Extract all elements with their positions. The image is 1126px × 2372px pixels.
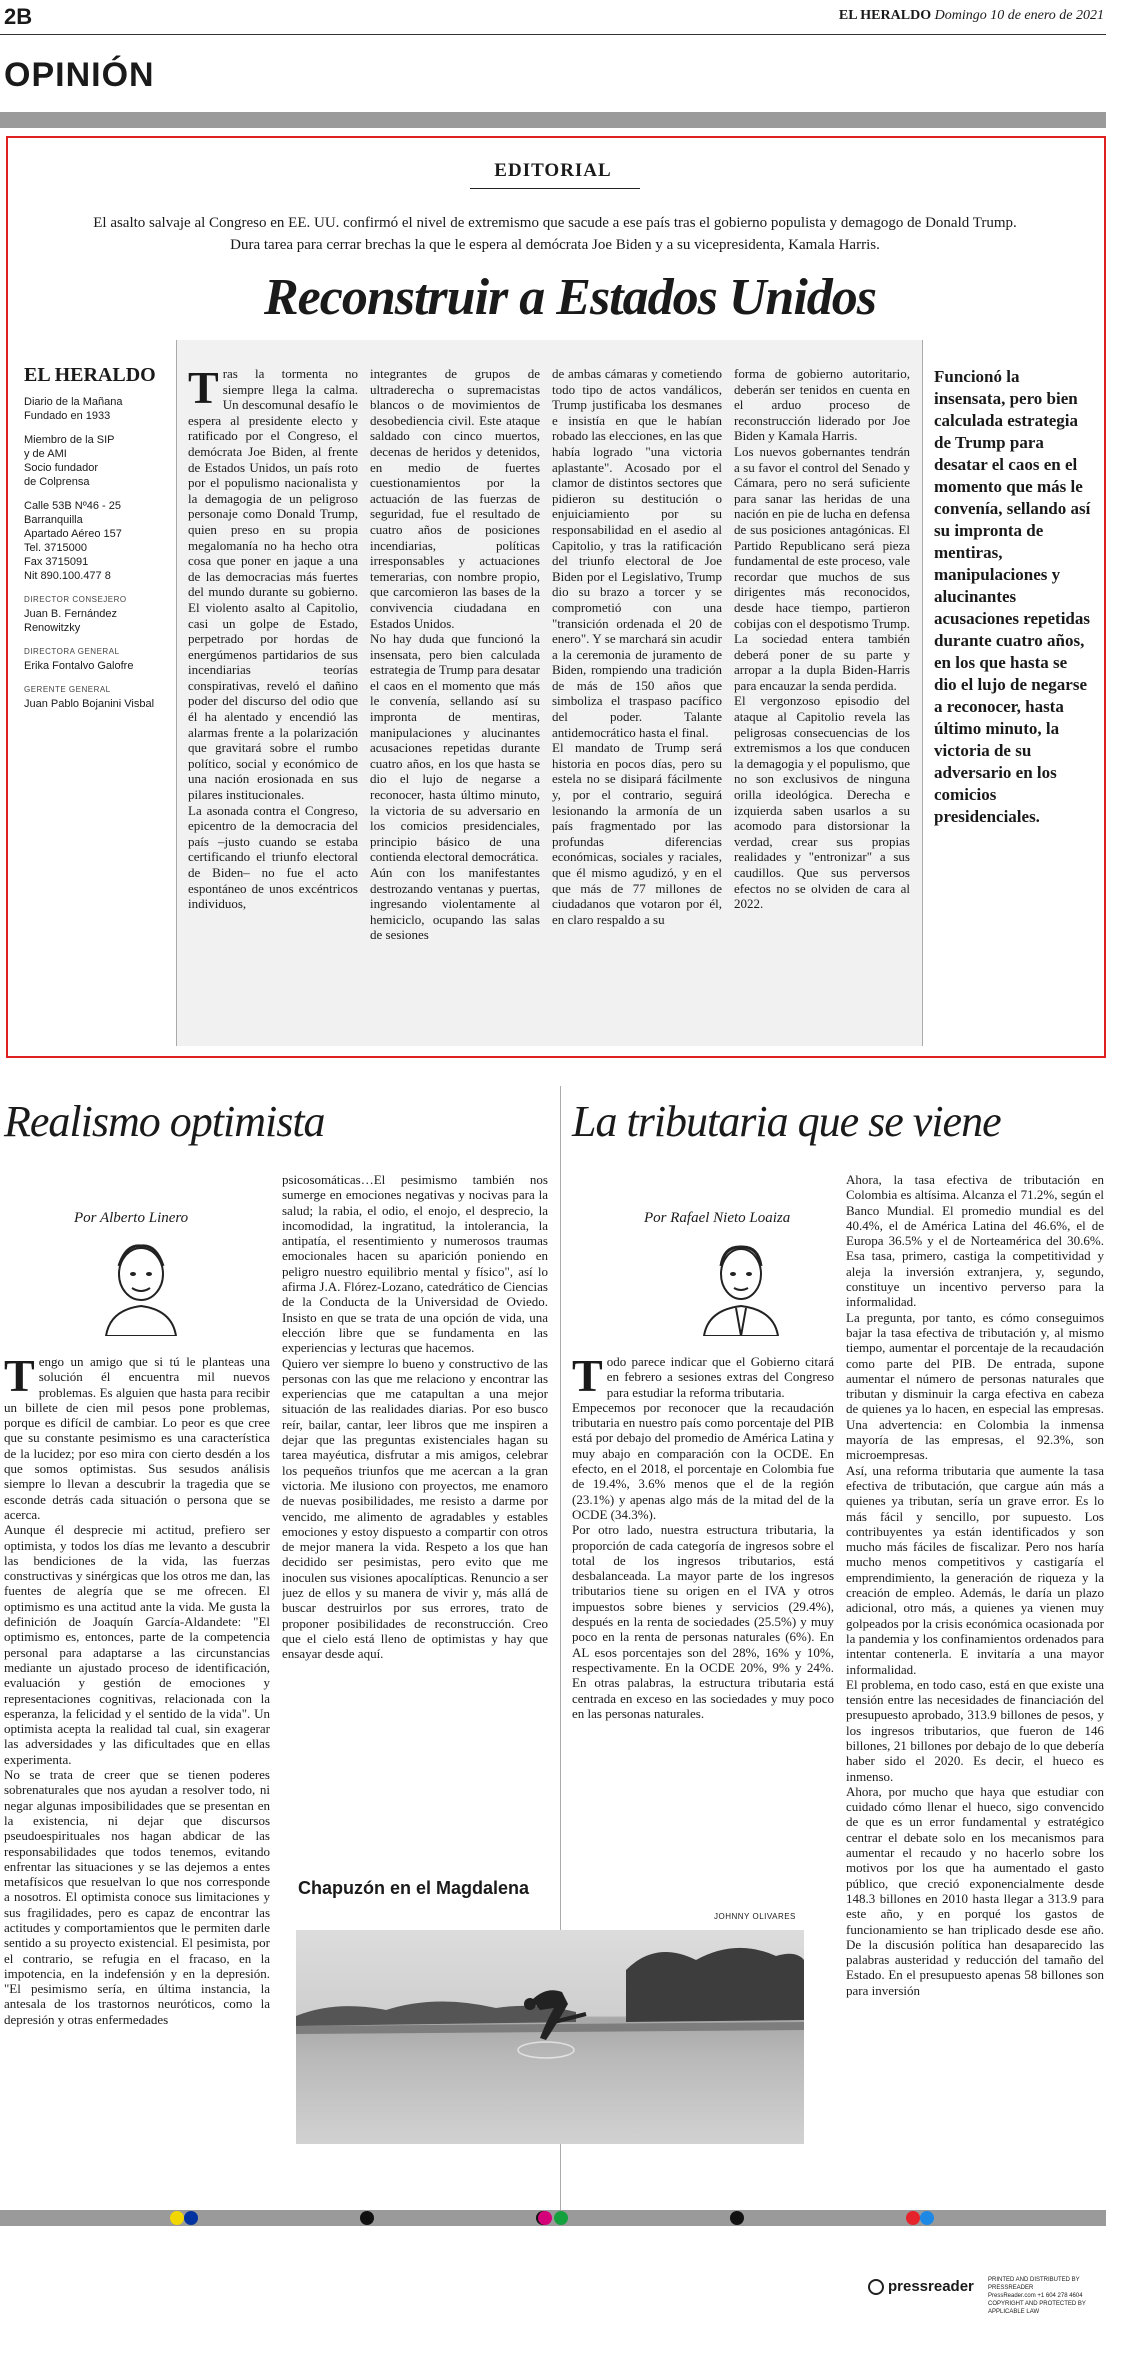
registration-dot-black: [360, 2211, 374, 2225]
editorial-label-rule: [470, 188, 640, 189]
author-portrait: [696, 1236, 786, 1336]
pressreader-note: PRINTED AND DISTRIBUTED BY PRESSREADER PressReader.com +1 604 278 4604 COPYRIGHT AND PROTECTED BY APPLICABLE LAW: [988, 2277, 1086, 2315]
credits-role: DIRECTOR CONSEJERO: [24, 595, 127, 604]
pressreader-logo[interactable]: [868, 2278, 974, 2295]
credits-name: Erika Fontalvo Galofre: [24, 660, 134, 672]
masthead: [839, 8, 1104, 24]
pressreader-icon: [868, 2279, 884, 2295]
author-portrait: [96, 1236, 186, 1336]
publication-date: Domingo 10 de enero de 2021: [934, 8, 1104, 23]
column-text: engo un amigo que si tú le planteas una solución él encuentra mil nuevos problemas. Es alguien que hasta para recibir un billete de cien mil pesos pone problemas, porque es difícil de cambiar. Lo peor es que cree que su constante pesimismo es una característica de la lucidez; por eso mira con cierto desdén a los que somos optimistas. Sus sesudos análisis siempre lo llevan a descubrir la tragedia que se esconde detrás cada situación o persona que se acerca. Aunque él desprecie mi actitud, prefiero ser optimista, y todos los días me levanto a descubrir las bendiciones de la vida, las fuerzas constructivas y sinérgicas que los otros me dan, las fuentes de alegría que se me ofrecen. El optimismo es una actitud ante la vida. Me gusta la definición de Joaquín García-Aldandete: "El optimismo es, entonces, parte de la competencia personal para adaptarse a las circunstancias mediante un ajustado proceso de identificación, evaluación y gestión de emociones y representaciones cognitivas, relacionada con la esperanza, la felicidad y el sentido de la vida". Un optimista acepta la realidad tal cual, sin exagerar las adversidades y las dificultades que en ellas experimenta. No se trata de creer que se tienen poderes sobrenaturales que nos ayudan a resolver todo, ni negar algunas imposibilidades que se presentan en la existencia, ni dejar que discursos pseudoespirituales nos hagan abdicar de las responsabilidades que todos tenemos, evitando enfrentar las situaciones y se las dejemos a entes metafísicos que resuelvan lo que nos corresponde a nosotros. El optimista conoce sus limitaciones y sus fragilidades, pero es capaz de encontrar las actitudes y comportamientos que le permiten darle sentido a su proyecto existencial. El pesimista, por el contrario, se refugia en el fracaso, en la impotencia, en la indefensión y en la depresión. "El pesimismo sería, en última instancia, la antesala de los trastornos neuróticos, como la depresión y otras enfermedades: [4, 1354, 270, 2027]
page-number: 2B: [4, 4, 33, 29]
registration-dot-red: [906, 2211, 920, 2225]
photo-credit: JOHNNY OLIVARES: [714, 1912, 796, 1921]
river-photo: [296, 1930, 804, 2144]
column-divider: [922, 340, 923, 1046]
left-article-byline: Por Alberto Linero: [74, 1210, 189, 1226]
column-divider: [176, 340, 177, 1046]
dropcap: T: [572, 1354, 603, 1401]
registration-dot-blue: [184, 2211, 198, 2225]
credits-role: DIRECTORA GENERAL: [24, 647, 120, 656]
column-text: ras la tormenta no siempre llega la calma. Un descomunal desafío le espera al presidente electo y ratificado por el Congreso, el demócrata Joe Biden, al frente de Estados Unidos, un país roto por el populismo nacionalista y la demagogia de un peligroso personaje como Donald Trump, quien preso en su propia megalomanía no ha hecho otra cosa que poner en jaque a una de las democracias más fuertes del mundo durante su gobierno. El violento asalto al Capitolio, casi un golpe de Estado, perpetrado por hordas de energúmenos partidarios de sus incendiarias teorías conspirativas, reveló el dañino poder del discurso del odio que él ha alentado y encendió las alarmas frente a la polarización que gravitará sobre el rumbo político, social y económico de una nación erosionada en sus pilares institucionales. La asonada contra el Congreso, epicentro de la democracia del país –justo cuando se estaba certificando el triunfo electoral de Biden– no fue el acto espontáneo de unos excéntricos individuos,: [188, 366, 358, 912]
right-article-byline: Por Rafael Nieto Loaiza: [644, 1210, 791, 1226]
credits-role: GERENTE GENERAL: [24, 685, 111, 694]
dropcap: T: [4, 1354, 35, 1401]
bottom-gray-bar: [0, 2210, 1106, 2226]
credits-founded: Diario de la Mañana Fundado en 1933: [24, 396, 123, 422]
credits-brand: EL HERALDO: [24, 364, 156, 386]
section-gray-bar: [0, 112, 1106, 128]
column-text: odo parece indicar que el Gobierno citará en febrero a sesiones extras del Congreso para estudiar la reforma tributaria. Empecemos por reconocer que la recaudación tributaria en nuestro país como porcentaje del PIB está por debajo del promedio de América Latina y muy abajo en comparación con la OCDE. En efecto, en el 2018, el porcentaje en Colombia fue de 19.4%, 3.6% menos que el de la región (23.1%) y apenas algo más de la mitad del de la OCDE (34.3%). Por otro lado, nuestra estructura tributaria, la proporción de cada categoría de ingresos sobre el total de los ingresos tributarios, está desbalanceada. La mayor parte de los ingresos tributarios tiene su origen en el IVA y otros impuestos sobre bienes y servicios (29.4%), después en la renta de sociedades (25.5%) y muy poco en la renta de personas naturales (6%). En AL esos porcentajes son del 28%, 16% y 10%, respectivamente. En la OCDE 20%, 9% y 24%. En otras palabras, la estructura tributaria está centrada en exceso en las sociedades y muy poco en las personas naturales.: [572, 1354, 834, 1721]
dropcap: T: [188, 366, 219, 413]
registration-dot-magenta: [538, 2211, 552, 2225]
credits-address: Calle 53B Nº46 - 25 Barranquilla Apartado Aéreo 157 Tel. 3715000 Fax 3715091 Nit 890.100.477 8: [24, 500, 122, 582]
credits-member: Miembro de la SIP y de AMI Socio fundador de Colprensa: [24, 434, 115, 488]
left-article-title: Realismo optimista: [4, 1097, 325, 1146]
editorial-credits: [24, 364, 174, 721]
right-article-column-1: [572, 1354, 834, 1864]
registration-dot-green: [554, 2211, 568, 2225]
editorial-column-4: forma de gobierno autoritario, deberán ser tenidos en cuenta en el arduo proceso de reconstrucción liderado por Joe Biden y Kamala Harris. Los nuevos gobernantes tendrán a su favor el control del Senado y Cámara, pero no será suficiente para sanar las heridas de una nación en pie de lucha en defensa de sus posiciones antagónicas. El Partido Republicano será pieza fundamental de este proceso, vale recordar que muchos de sus dirigentes más reconocidos, desde hace tiempo, partieron cobijas con el despotismo Trump. La sociedad entera también deberá poner de su parte y arropar a la dupla Biden-Harris para encauzar la senda perdida. El vergonzoso episodio del ataque al Capitolio revela las peligrosas consecuencias de los extremismos a los que conducen la demagogia y el populismo, que no son exclusivos de ninguna orilla ideológica. Derecha e izquierda saben usarlos a su acomodo para distorsionar la verdad, crear sus propias realidades y "entronizar" a sus caudillos. Que sus perversos efectos no se olviden de cara al 2022.: [734, 366, 910, 912]
editorial-column-3: de ambas cámaras y cometiendo todo tipo de actos vandálicos, Trump justificaba los desmanes e insistía en que le habían robado las elecciones, en las que había logrado "una victoria aplastante". Acosado por el clamor de distintos sectores que pidieron su destitución o enjuiciamiento por su responsabilidad en el asedio al Capitolio, y tras la ratificación del triunfo electoral de Joe Biden por el Legislativo, Trump dio su brazo a torcer y se comprometió con una "transición ordenada el 20 de enero". Y se marchará sin acudir a la ceremonia de juramento de Biden, rompiendo una tradición de más de 150 años que simboliza el traspaso pacífico del poder. Talante antidemocrático hasta el final. El mandato de Trump será historia en pocos días, pero su estela no se disipará fácilmente y, por el contrario, seguirá lesionando la armonía de un país fragmentado por las profundas diferencias económicas, sociales y raciales, que él mismo agudizó, y en el que más de 77 millones de ciudadanos que votaron por él, en claro respaldo a su: [552, 366, 722, 927]
photo-title: Chapuzón en el Magdalena: [298, 1878, 530, 1898]
pressreader-brand: pressreader: [888, 2278, 974, 2295]
editorial-column-1: [188, 366, 358, 1042]
credits-name: Juan Pablo Bojanini Visbal: [24, 698, 155, 710]
editorial-label: EDITORIAL: [494, 160, 612, 181]
editorial-title: Reconstruir a Estados Unidos: [263, 269, 877, 326]
section-title: OPINIÓN: [4, 56, 155, 94]
editorial-column-2: integrantes de grupos de ultraderecha o supremacistas blancos o de movimientos de desobediencia civil. Este ataque saldado con cinco muertos, decenas de heridos y detenidos, en medio de fuertes cuestionamientos por la actuación de las fuerzas de seguridad, fue el resultado de cuatro años de posiciones incendiarias, políticas irresponsables y actuaciones temerarias, con nombre propio, que carcomieron las bases de la convivencia ciudadana en Estados Unidos. No hay duda que funcionó la insensata, pero bien calculada estrategia de Trump para desatar el caos en el momento que más le convenía, sellando así su impronta de mentiras, manipulaciones y alucinantes acusaciones repetidas durante cuatro años, en los que hasta se dio el lujo de negarse a reconocer, hasta último minuto, la victoria de su adversario en los comicios presidenciales, principio básico de una contienda electoral democrática. Aún con los manifestantes destrozando ventanas y puertas, ingresando violentamente al hemiciclo, ocupando las salas de sesiones: [370, 366, 540, 943]
editorial-pull-quote: Funcionó la insensata, pero bien calculada estrategia de Trump para desatar el caos en el momento que más le convenía, sellando así su impronta de mentiras, manipulaciones y alucinantes acusaciones repetidas durante cuatro años, en los que hasta se dio el lujo de negarse a reconocer, hasta último minuto, la victoria de su adversario en los comicios presidenciales.: [934, 367, 1091, 826]
editorial-lead: El asalto salvaje al Congreso en EE. UU. confirmó el nivel de extremismo que sacude a ese país tras el gobierno populista y demagogo de Donald Trump. Dura tarea para cerrar brechas la que le espera al demócrata Joe Biden y a su vicepresidenta, Kamala Harris.: [93, 215, 1017, 253]
left-article-column-1: [4, 1354, 270, 2204]
left-article-column-2: psicosomáticas…El pesimismo también nos sumerge en emociones negativas y nocivas para la salud; la rabia, el odio, el enojo, el desprecio, la incomodidad, la ingratitud, la intolerancia, la antipatía, el resentimiento y numerosos traumas emocionales hacen su aparición poniendo en peligro nuestro equilibrio mental y físico", así lo afirma J.A. Flórez-Lozano, catedrático de Ciencias de la Conducta de la Universidad de Oviedo. Insisto en que se trata de una opción de vida, una elección libre que se fundamenta en las experiencias y lecturas que hacemos. Quiero ver siempre lo bueno y constructivo de las personas con las que me relaciono y encontrar las experiencias que me catapultan a una mejor situación de las realidades diarias. Por eso busco reír, bailar, cantar, leer libros que me inspiren a dejar que las preguntas existenciales hagan su tarea mayéutica, disfrutar a mis amigos, celebrar los pequeños triunfos que me acercan a la gran victoria. Me ilusiono con proyectos, me enamoro de nuevas posibilidades, me resisto a darme por vencido, me alimento de agradables y estables emociones y estoy dispuesto a compartir con otros de mejor manera la vida. Respeto a los que han decidido ser pesimistas, pero evito que me inoculen sus visiones apocalípticas. Renuncio a ser juez de ellos y su manera de vivir y, más allá de buscar destruirlos por sus errores, trato de proponer posibilidades de reconstrucción. Creo que el cielo está lleno de optimistas y hay que ensayar desde aquí.: [282, 1172, 548, 1662]
credits-name: Juan B. Fernández Renowitzky: [24, 608, 117, 634]
right-article-column-2: Ahora, la tasa efectiva de tributación en Colombia es altísima. Alcanza el 71.2%, según el Banco Mundial. El promedio mundial es del 40.4%, el de América Latina del 46.6%, el de Europa 36.5% y el de Norteamérica del 30.6%. Esa tasa, primero, castiga la competitividad y aleja la inversión extranjera, y, segundo, constituye un incentivo perverso para la informalidad. La pregunta, por tanto, es cómo conseguimos bajar la tasa efectiva de tributación y, al mismo tiempo, aumentar el porcentaje de la recaudación como parte del PIB. De entrada, supone aumentar el número de personas naturales que tributan y disminuir la carga efectiva en cabeza de quienes ya lo hacen, en especial las empresas. Una advertencia: en Colombia la inmensa mayoría de las empresas, el 92.3%, son microempresas. Así, una reforma tributaria que aumente la tasa efectiva de tributación, que cargue aún más a quienes ya tributan, sería un grave error. Es lo más fácil y sencillo, por supuesto. Los contribuyentes ya están identificados y son mucho más fáciles de fiscalizar. Pero nos haría mucho menos competitivos y castigaría el emprendimiento, la generación de riqueza y la creación de empleo. Además, le daría un plazo adicional, otro más, a quienes ya vienen muy golpeados por la crisis económica ocasionada por la pandemia y los confinamientos ordenados para intentar contenerla. E invitaría a una mayor informalidad. El problema, en todo caso, está en que existe una tensión entre las necesidades de financiación del presupuesto aprobado, 313.9 billones de pesos, y los ingresos tributarios, que fueron de 146 billones, 21 billones por debajo de lo que debería haber sido el 2020. Es decir, el hueco es inmenso. Ahora, por mucho que haya que estudiar con cuidado cómo llenar el hueco, sigo convencido de que es un error fundamental y estratégico centrar el debate solo en los mecanismos para aumentar el recaudo y no hacerlo sobre los motivos por los que ha aumentado el gasto público, que creció exponencialmente desde 148.3 billones en 2010 hasta llegar a 313.9 para este año, y en porqué los gastos de funcionamiento se han triplicado desde ese año. De la discusión política han desaparecido las palabras austeridad y reducción del tamaño del Estado. En el presupuesto apenas 58 billones son para inversión: [846, 1172, 1104, 1998]
paper-name: EL HERALDO: [838, 8, 932, 23]
registration-dot-yellow: [170, 2211, 184, 2225]
right-article-title: La tributaria que se viene: [572, 1097, 1001, 1146]
registration-dot-blue: [920, 2211, 934, 2225]
registration-dot-black: [730, 2211, 744, 2225]
top-rule: [0, 34, 1106, 35]
